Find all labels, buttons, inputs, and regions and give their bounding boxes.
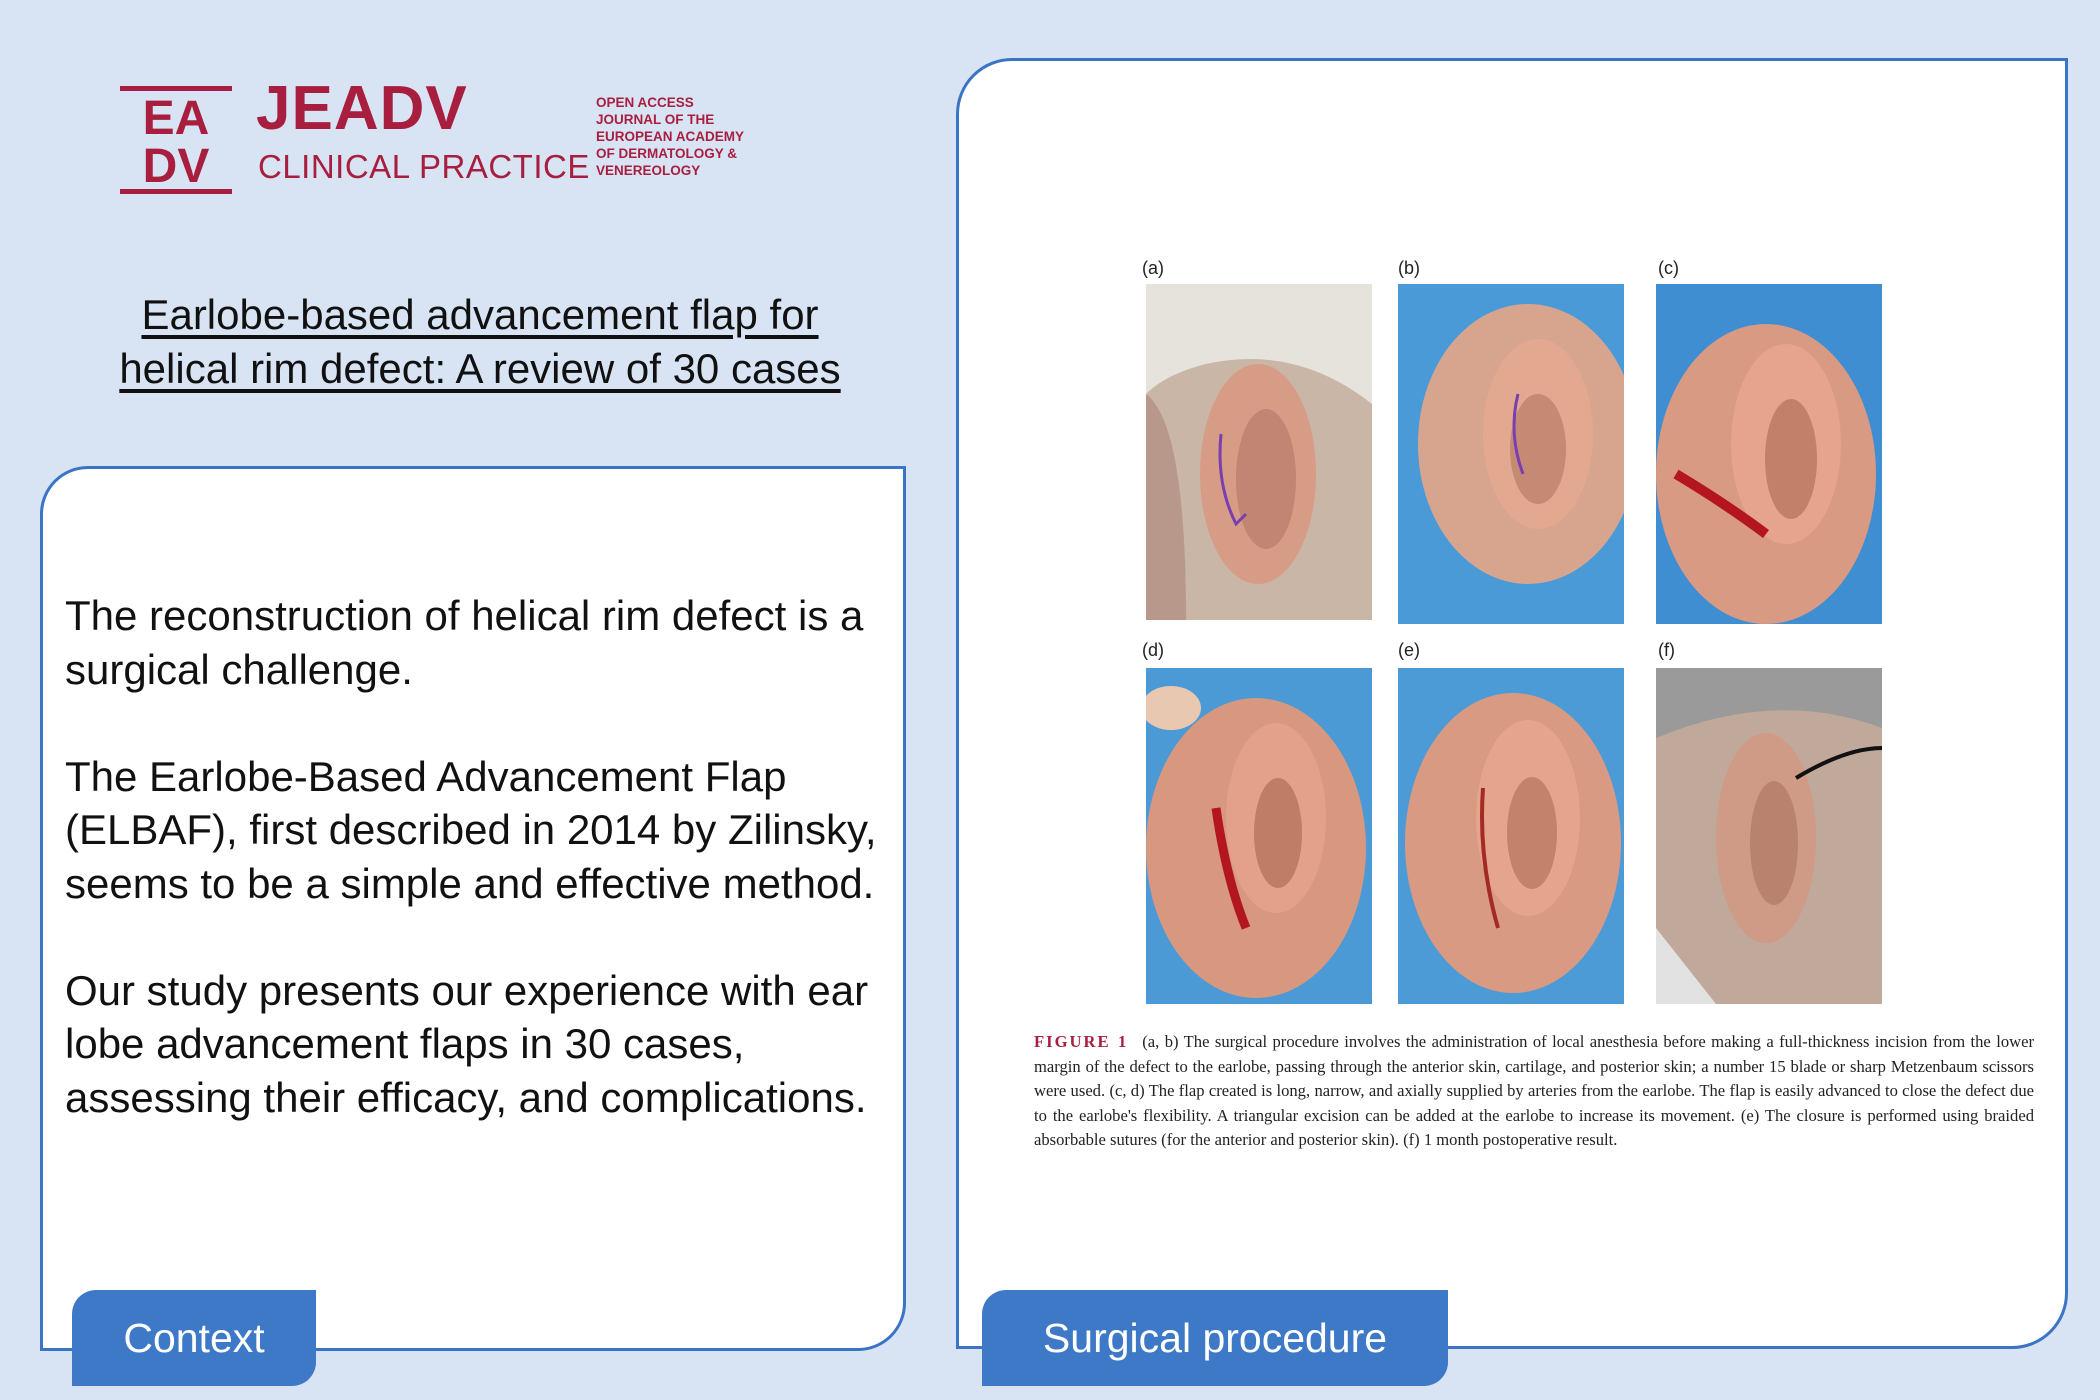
- page-title: Earlobe-based advancement flap for helical rim defect: A review of 30 cases: [119, 291, 841, 392]
- surgery-photo-c: [1656, 284, 1882, 624]
- context-paragraph: Our study presents our experience with ear lobe advancement flaps in 30 cases, assessing their efficacy, and complications.: [65, 966, 869, 1121]
- surgical-procedure-tab: Surgical procedure: [982, 1290, 1448, 1386]
- surgery-photo-f: [1656, 668, 1882, 1004]
- jeadv-logo: [120, 74, 820, 196]
- figure-label-e: (e): [1398, 640, 1420, 660]
- figure-caption-head: FIGURE 1: [1034, 1032, 1129, 1051]
- context-paragraph: The reconstruction of helical rim defect is a surgical challenge.: [65, 592, 864, 693]
- context-tab: Context: [72, 1290, 316, 1386]
- jeadv-logo-mark-icon: [120, 84, 232, 196]
- figure-label-d: (d): [1142, 640, 1164, 660]
- logo-name: JEADV: [256, 74, 468, 143]
- logo-tagline: OPEN ACCESS JOURNAL OF THE EUROPEAN ACADEMY OF DERMATOLOGY & VENEREOLOGY: [596, 95, 745, 178]
- context-panel: [40, 466, 906, 1351]
- figure-label-f: (f): [1658, 640, 1675, 660]
- surgery-photo-d: [1146, 668, 1372, 1004]
- logo-subtitle: CLINICAL PRACTICE: [258, 148, 590, 185]
- context-paragraph: The Earlobe-Based Advancement Flap (ELBAF), first described in 2014 by Zilinsky, seems to be a simple and effective method.: [65, 752, 877, 907]
- figure-label-c: (c): [1658, 258, 1679, 278]
- figure-label-a: (a): [1142, 258, 1164, 278]
- figure-caption: [1034, 1030, 2034, 1153]
- figure-label-b: (b): [1398, 258, 1420, 278]
- surgery-photo-b: [1398, 284, 1624, 624]
- surgery-photo-e: [1398, 668, 1624, 1004]
- figure-caption-text: (a, b) The surgical procedure involves the administration of local anesthesia before making a full-thickness incision from the lower margin of the defect to the earlobe, passing through the anterior skin, cartilage, and posterior skin; a number 15 blade or sharp Metzenbaum scissors were used. (c, d) The flap created is long, narrow, and axially supplied by arteries from the earlobe. The flap is easily advanced to close the defect due to the earlobe's flexibility. A triangular excision can be added at the earlobe to increase its movement. (e) The closure is performed using braided absorbable sutures (for the anterior and posterior skin). (f) 1 month postoperative result.: [1034, 1032, 2034, 1149]
- svg-text:EA: EA: [142, 92, 210, 145]
- surgery-photo-a: [1146, 284, 1372, 620]
- svg-text:DV: DV: [142, 140, 210, 193]
- context-text: [65, 589, 885, 1178]
